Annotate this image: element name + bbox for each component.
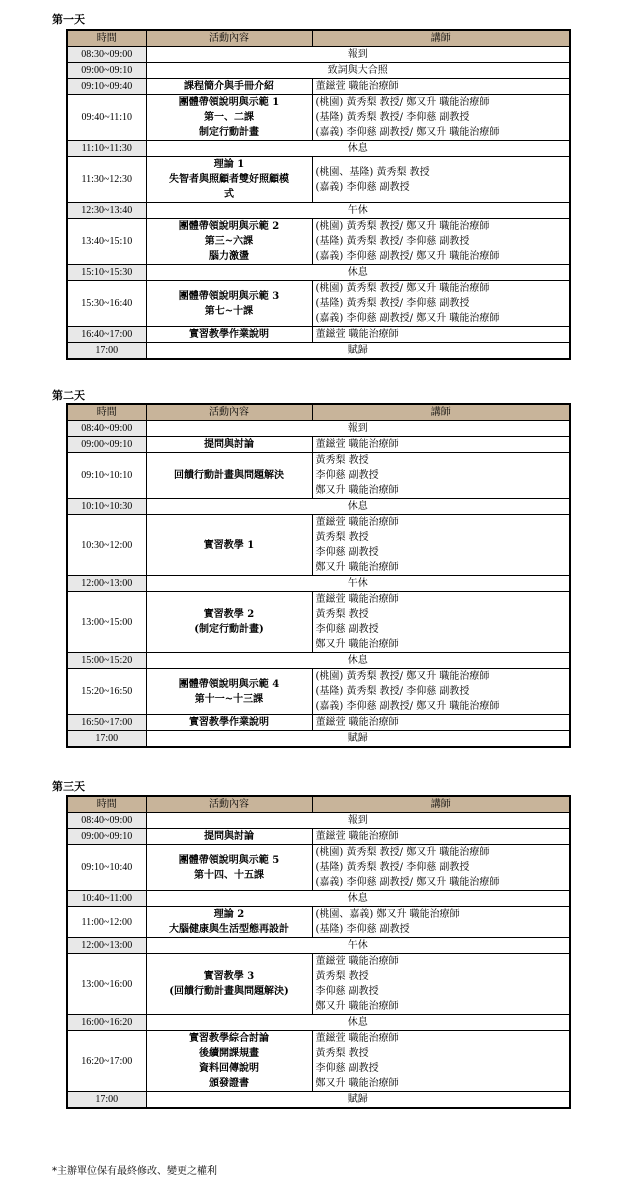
activity-line: 實習教學綜合討論 [189,1033,269,1044]
instructor-cell [312,954,570,1015]
activity-cell [146,327,312,343]
activity-line: 團體帶領說明與示範 2 [178,221,280,232]
span-cell: 報到 [146,813,570,829]
instructor-line: (桃園、基隆) 黃秀梨 教授 [315,166,430,178]
schedule-row [67,437,570,453]
activity-line: (回饋行動計畫與問題解決) [169,986,289,997]
activity-cell [146,437,312,453]
instructor-cell [312,715,570,731]
activity-line: 頒發證書 [209,1078,249,1089]
instructor-line: 鄭又升 職能治療師 [315,1078,399,1089]
header-time: 時間 [67,404,146,421]
activity-line: 提問與討論 [204,831,254,842]
day1-schedule-table [66,29,571,360]
schedule-row [67,343,570,360]
instructor-line: 鄭又升 職能治療師 [315,562,399,573]
time-cell: 08:40~09:00 [67,421,146,437]
time-cell: 13:00~15:00 [67,592,146,653]
schedule-row [67,576,570,592]
instructor-cell [312,1031,570,1092]
instructor-line: 黃秀梨 教授 [315,609,369,620]
instructor-line: (嘉義) 李仰慈 副教授/ 鄭又升 職能治療師 [315,877,500,888]
header-row [67,796,570,813]
header-activity: 活動內容 [146,796,312,813]
instructor-line: (嘉義) 李仰慈 副教授 [315,181,410,193]
schedule-row [67,715,570,731]
instructor-line: (基隆) 黃秀梨 教授/ 李仰慈 副教授 [315,862,470,873]
time-cell: 12:00~13:00 [67,576,146,592]
instructor-cell [312,829,570,845]
span-cell: 賦歸 [146,343,570,360]
time-cell: 13:40~15:10 [67,219,146,265]
day2-schedule-table [66,403,571,748]
schedule-row [67,265,570,281]
day1-title: 第一天 [52,13,85,26]
time-cell: 10:10~10:30 [67,499,146,515]
instructor-cell [312,79,570,95]
span-cell: 休息 [146,653,570,669]
instructor-cell [312,515,570,576]
instructor-line: 董鎡萱 職能治療師 [315,594,399,605]
schedule-row [67,499,570,515]
header-instructor: 講師 [312,404,570,421]
schedule-row [67,731,570,748]
activity-line: (制定行動計畫) [194,624,264,635]
schedule-row [67,79,570,95]
schedule-row [67,327,570,343]
time-cell: 09:00~09:10 [67,63,146,79]
instructor-line: 李仰慈 副教授 [315,470,379,481]
instructor-line: (桃園) 黃秀梨 教授/ 鄭又升 職能治療師 [315,221,490,232]
time-cell: 17:00 [67,343,146,360]
instructor-cell [312,95,570,141]
instructor-line: 董鎡萱 職能治療師 [315,831,399,842]
time-cell: 15:20~16:50 [67,669,146,715]
activity-line: 回饋行動計畫與問題解決 [174,470,284,481]
activity-line: 式 [224,189,234,200]
schedule-row [67,653,570,669]
activity-line: 團體帶領說明與示範 1 [178,97,280,108]
header-row [67,404,570,421]
span-cell: 休息 [146,265,570,281]
instructor-cell [312,845,570,891]
time-cell: 11:30~12:30 [67,157,146,203]
instructor-line: 李仰慈 副教授 [315,1063,379,1074]
schedule-row [67,47,570,63]
schedule-row [67,954,570,1015]
footnote: *主辦單位保有最終修改、變更之權利 [52,1166,217,1177]
activity-cell [146,281,312,327]
instructor-cell [312,437,570,453]
schedule-row [67,219,570,265]
time-cell: 09:10~09:40 [67,79,146,95]
schedule-row [67,95,570,141]
activity-line: 制定行動計畫 [199,127,259,138]
activity-line: 團體帶領說明與示範 4 [178,678,280,690]
schedule-row [67,829,570,845]
header-instructor: 講師 [312,30,570,47]
instructor-line: (桃園、嘉義) 鄭又升 職能治療師 [315,909,460,920]
instructor-cell [312,157,570,203]
schedule-row [67,515,570,576]
schedule-row [67,907,570,938]
instructor-line: (嘉義) 李仰慈 副教授/ 鄭又升 職能治療師 [315,313,500,324]
span-cell: 休息 [146,141,570,157]
instructor-line: (嘉義) 李仰慈 副教授/ 鄭又升 職能治療師 [315,127,500,138]
activity-line: 第三~六課 [204,236,254,247]
instructor-cell [312,453,570,499]
activity-line: 後續開課規畫 [199,1048,259,1059]
instructor-line: 鄭又升 職能治療師 [315,1001,399,1012]
time-cell: 16:20~17:00 [67,1031,146,1092]
instructor-line: 董鎡萱 職能治療師 [315,81,399,92]
activity-cell [146,1031,312,1092]
time-cell: 09:10~10:10 [67,453,146,499]
instructor-cell [312,669,570,715]
instructor-line: 董鎡萱 職能治療師 [315,439,399,450]
time-cell: 10:40~11:00 [67,891,146,907]
activity-cell [146,515,312,576]
span-cell: 賦歸 [146,1092,570,1109]
activity-line: 提問與討論 [204,439,254,450]
time-cell: 09:10~10:40 [67,845,146,891]
instructor-cell [312,592,570,653]
instructor-line: 黃秀梨 教授 [315,532,369,543]
activity-line: 實習教學 2 [203,609,255,620]
instructor-line: (基隆) 黃秀梨 教授/ 李仰慈 副教授 [315,298,470,309]
header-time: 時間 [67,796,146,813]
span-cell: 休息 [146,891,570,907]
instructor-line: 李仰慈 副教授 [315,986,379,997]
time-cell: 15:00~15:20 [67,653,146,669]
activity-cell [146,907,312,938]
activity-cell [146,157,312,203]
schedule-row [67,281,570,327]
activity-cell [146,453,312,499]
span-cell: 致詞與大合照 [146,63,570,79]
schedule-row [67,891,570,907]
time-cell: 08:30~09:00 [67,47,146,63]
activity-cell [146,954,312,1015]
span-cell: 休息 [146,1015,570,1031]
instructor-line: 黃秀梨 教授 [315,455,369,466]
instructor-cell [312,327,570,343]
header-row [67,30,570,47]
time-cell: 13:00~16:00 [67,954,146,1015]
instructor-line: 鄭又升 職能治療師 [315,639,399,650]
schedule-row [67,669,570,715]
instructor-line: 董鎡萱 職能治療師 [315,329,399,340]
instructor-line: 李仰慈 副教授 [315,624,379,635]
activity-cell [146,219,312,265]
instructor-line: (嘉義) 李仰慈 副教授/ 鄭又升 職能治療師 [315,701,500,712]
instructor-line: (嘉義) 李仰慈 副教授/ 鄭又升 職能治療師 [315,251,500,262]
instructor-line: 董鎡萱 職能治療師 [315,1033,399,1044]
span-cell: 午休 [146,938,570,954]
time-cell: 16:00~16:20 [67,1015,146,1031]
schedule-row [67,141,570,157]
schedule-row [67,63,570,79]
span-cell: 午休 [146,203,570,219]
activity-cell [146,79,312,95]
activity-cell [146,95,312,141]
activity-line: 大腦健康與生活型態再設計 [169,924,289,935]
instructor-cell [312,219,570,265]
instructor-line: 鄭又升 職能治療師 [315,485,399,496]
activity-line: 腦力激盪 [209,251,249,262]
header-activity: 活動內容 [146,30,312,47]
schedule-row [67,845,570,891]
activity-cell [146,845,312,891]
span-cell: 午休 [146,576,570,592]
activity-cell [146,829,312,845]
day3-schedule-table [66,795,571,1109]
instructor-line: 李仰慈 副教授 [315,547,379,558]
activity-line: 第十四、十五課 [194,869,264,881]
time-cell: 09:00~09:10 [67,829,146,845]
instructor-line: 董鎡萱 職能治療師 [315,717,399,728]
activity-line: 第一、二課 [204,112,254,123]
instructor-line: 黃秀梨 教授 [315,1048,369,1059]
schedule-row [67,1031,570,1092]
time-cell: 08:40~09:00 [67,813,146,829]
time-cell: 15:10~15:30 [67,265,146,281]
activity-cell [146,715,312,731]
instructor-line: 董鎡萱 職能治療師 [315,956,399,967]
schedule-row [67,813,570,829]
activity-line: 實習教學 1 [203,539,255,551]
instructor-line: (桃園) 黃秀梨 教授/ 鄭又升 職能治療師 [315,671,490,682]
instructor-line: 黃秀梨 教授 [315,971,369,982]
instructor-line: (基隆) 黃秀梨 教授/ 李仰慈 副教授 [315,686,470,697]
activity-line: 實習教學作業說明 [189,717,269,728]
activity-line: 實習教學作業說明 [189,329,269,340]
time-cell: 17:00 [67,731,146,748]
instructor-cell [312,907,570,938]
time-cell: 16:40~17:00 [67,327,146,343]
activity-line: 實習教學 3 [203,971,255,982]
span-cell: 報到 [146,47,570,63]
day3-title: 第三天 [52,780,85,793]
instructor-cell [312,281,570,327]
schedule-row [67,1015,570,1031]
span-cell: 報到 [146,421,570,437]
time-cell: 11:00~12:00 [67,907,146,938]
instructor-line: (基隆) 黃秀梨 教授/ 李仰慈 副教授 [315,236,470,247]
time-cell: 17:00 [67,1092,146,1109]
time-cell: 10:30~12:00 [67,515,146,576]
instructor-line: (桃園) 黃秀梨 教授/ 鄭又升 職能治療師 [315,283,490,294]
activity-line: 理論 1 [213,159,245,170]
span-cell: 休息 [146,499,570,515]
time-cell: 11:10~11:30 [67,141,146,157]
day2-title: 第二天 [52,389,85,402]
instructor-line: (桃園) 黃秀梨 教授/ 鄭又升 職能治療師 [315,847,490,858]
activity-cell [146,592,312,653]
time-cell: 15:30~16:40 [67,281,146,327]
instructor-line: (基隆) 黃秀梨 教授/ 李仰慈 副教授 [315,112,470,123]
activity-line: 團體帶領說明與示範 5 [178,854,280,866]
activity-line: 理論 2 [213,909,245,920]
header-activity: 活動內容 [146,404,312,421]
instructor-line: 董鎡萱 職能治療師 [315,517,399,528]
activity-cell [146,669,312,715]
schedule-row [67,1092,570,1109]
activity-line: 課程簡介與手冊介紹 [184,81,274,92]
activity-line: 第七~十課 [204,305,254,317]
activity-line: 資料回傳說明 [199,1063,259,1074]
span-cell: 賦歸 [146,731,570,748]
schedule-row [67,592,570,653]
time-cell: 12:30~13:40 [67,203,146,219]
schedule-row [67,157,570,203]
activity-line: 失智者與照顧者雙好照顧模 [169,174,289,185]
instructor-line: (基隆) 李仰慈 副教授 [315,924,410,935]
time-cell: 09:40~11:10 [67,95,146,141]
activity-line: 團體帶領說明與示範 3 [178,290,280,302]
schedule-row [67,938,570,954]
time-cell: 09:00~09:10 [67,437,146,453]
schedule-row [67,203,570,219]
time-cell: 16:50~17:00 [67,715,146,731]
header-time: 時間 [67,30,146,47]
instructor-line: (桃園) 黃秀梨 教授/ 鄭又升 職能治療師 [315,97,490,108]
header-instructor: 講師 [312,796,570,813]
schedule-row [67,453,570,499]
time-cell: 12:00~13:00 [67,938,146,954]
schedule-row [67,421,570,437]
activity-line: 第十一~十三課 [194,693,264,705]
